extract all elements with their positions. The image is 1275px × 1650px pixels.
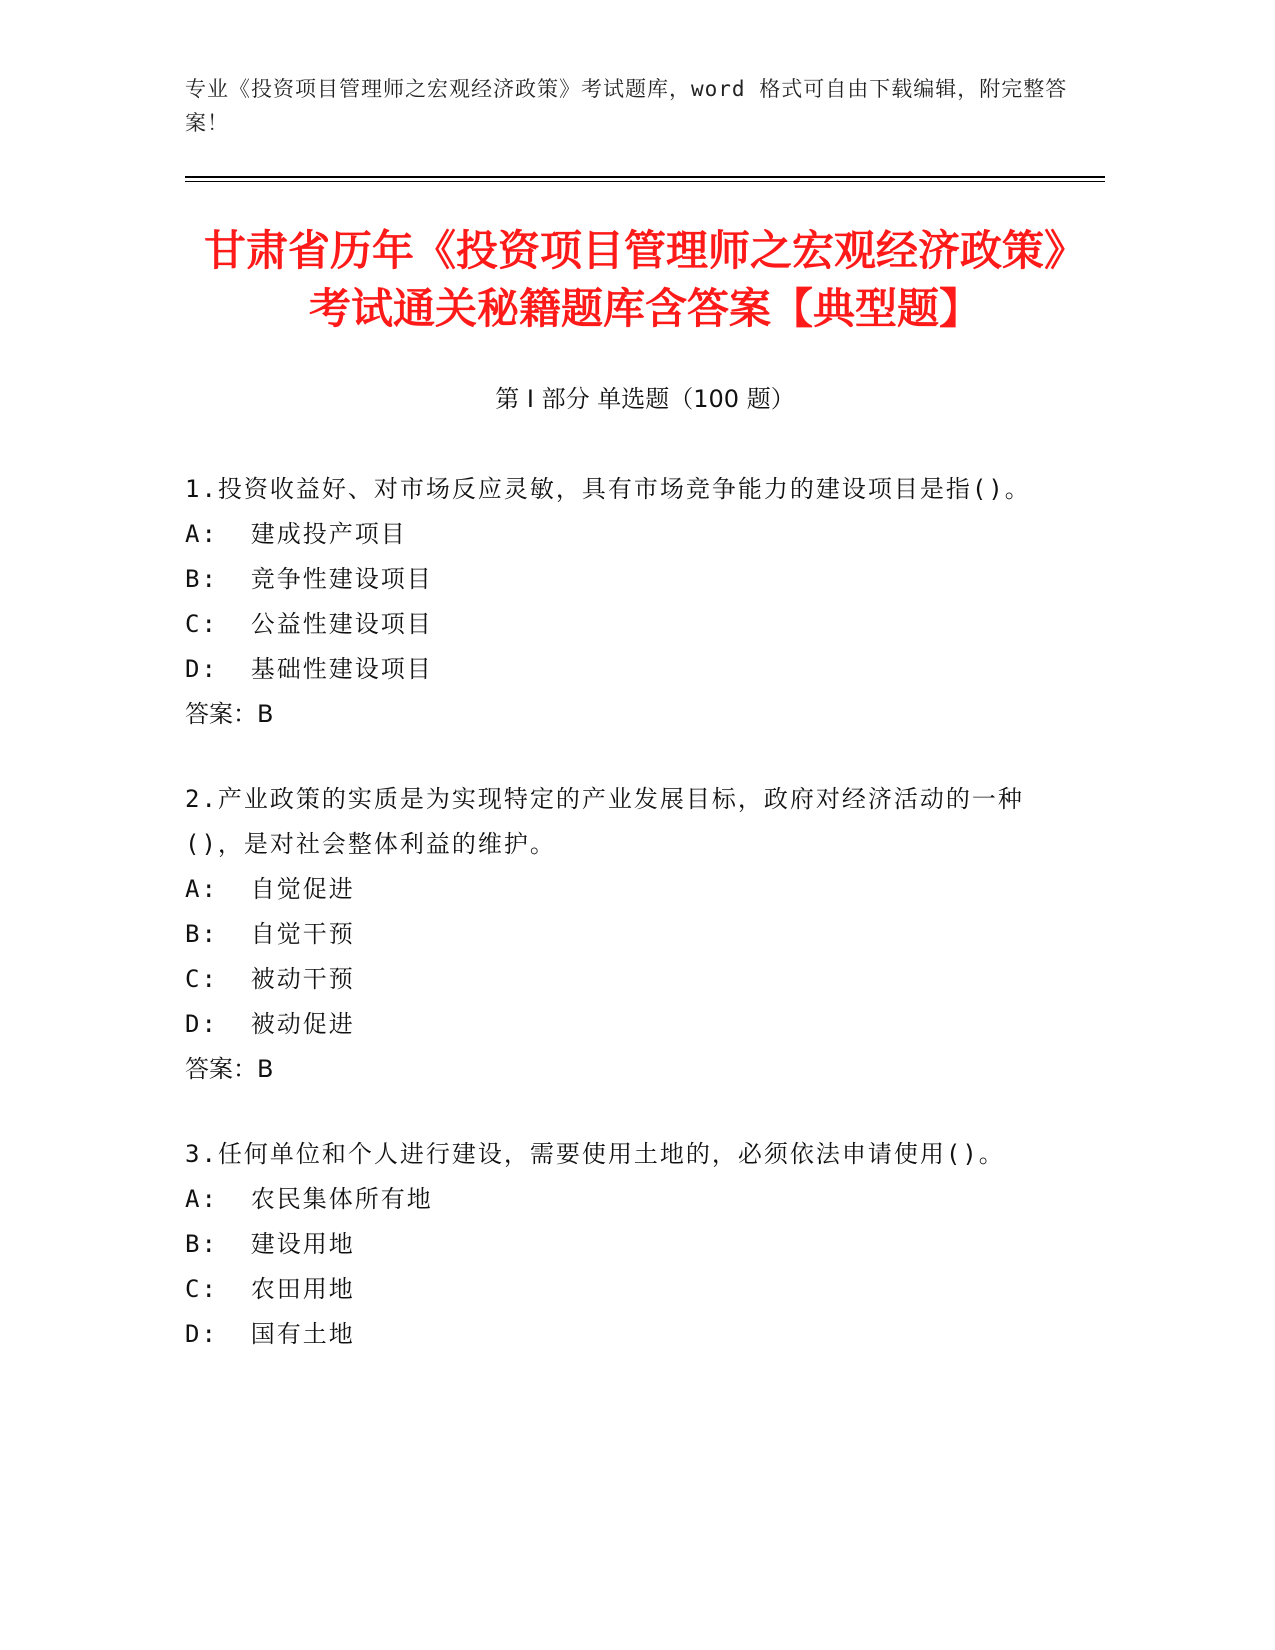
question-stem: 3.任何单位和个人进行建设，需要使用土地的，必须依法申请使用()。 [185,1140,1005,1168]
document-title: 甘肃省历年《投资项目管理师之宏观经济政策》考试通关秘籍题库含答案【典型题】 [203,226,1086,333]
option-c: C: 农田用地 [185,1275,355,1303]
header-divider-thin [185,181,1105,182]
question-1 [185,467,1065,737]
question-stem: 2.产业政策的实质是为实现特定的产业发展目标，政府对经济活动的一种()，是对社会整体利益的维护。 [185,785,1024,858]
option-a: A: 自觉促进 [185,875,355,903]
question-stem: 1.投资收益好、对市场反应灵敏，具有市场竞争能力的建设项目是指()。 [185,475,1031,503]
section-title: 第 I 部分 单选题（100 题） [495,385,795,413]
option-c: C: 公益性建设项目 [185,610,433,638]
question-2 [185,777,1065,1092]
option-d: D: 基础性建设项目 [185,655,433,683]
question-3 [185,1132,1065,1357]
option-b: B: 自觉干预 [185,920,355,948]
option-a: A: 建成投产项目 [185,520,407,548]
option-b: B: 竞争性建设项目 [185,565,433,593]
option-b: B: 建设用地 [185,1230,355,1258]
option-d: D: 国有土地 [185,1320,355,1348]
header-divider-thick [185,176,1105,178]
option-c: C: 被动干预 [185,965,355,993]
question-answer: 答案：B [185,700,274,728]
option-d: D: 被动促进 [185,1010,355,1038]
question-list [185,467,1065,1397]
header-note: 专业《投资项目管理师之宏观经济政策》考试题库，word 格式可自由下载编辑，附完整答案！ [185,77,1068,135]
option-a: A: 农民集体所有地 [185,1185,433,1213]
question-answer: 答案：B [185,1055,274,1083]
